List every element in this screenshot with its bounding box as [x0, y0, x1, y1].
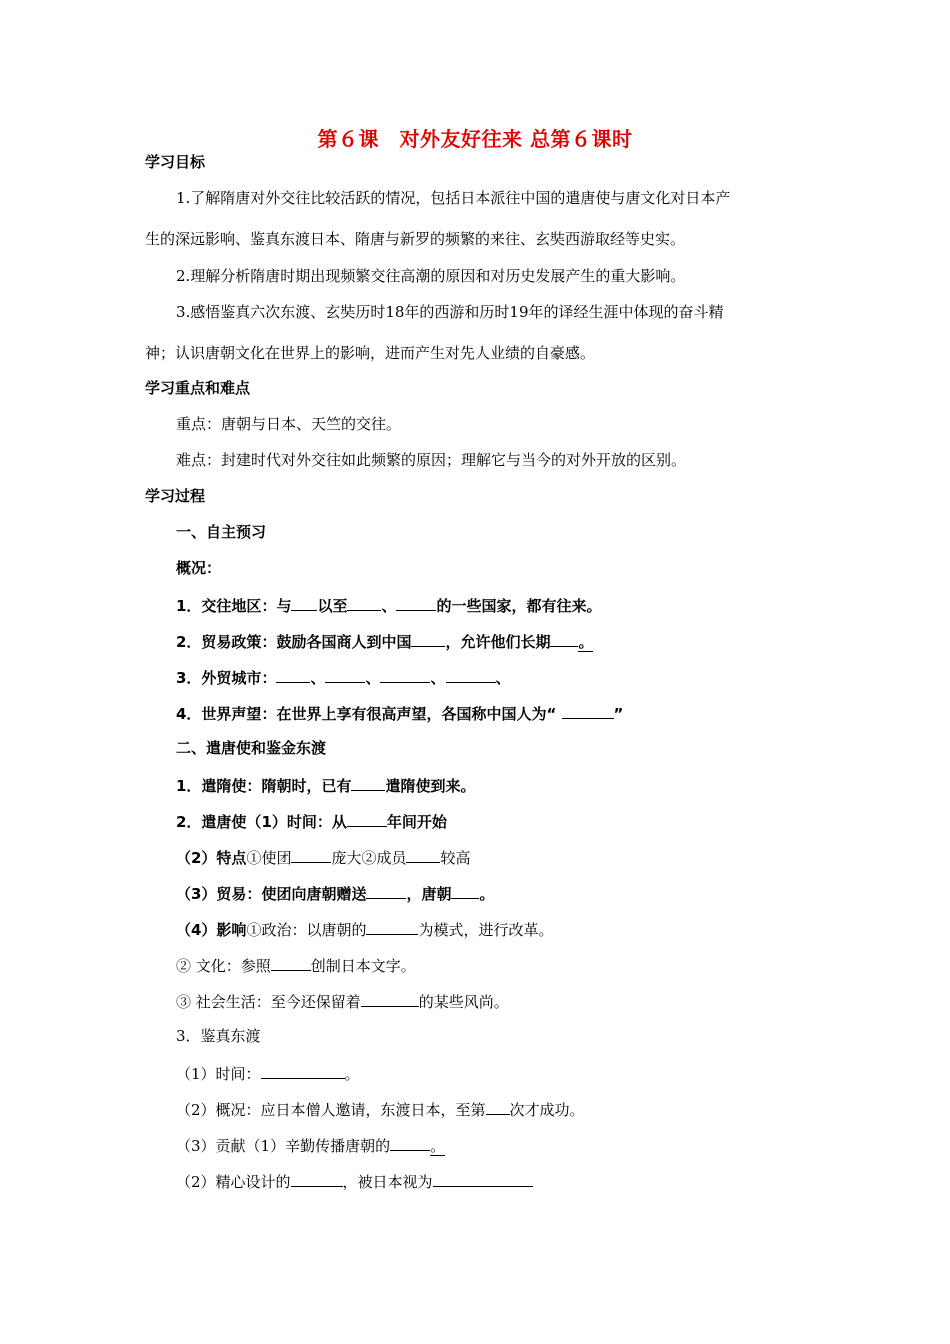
s3-3-text-a: （3）贡献（1）辛勤传播唐朝的 [176, 1137, 391, 1155]
s3-3-text-b: 。 [430, 1137, 446, 1155]
s3-4-text-b: ，被日本视为 [342, 1173, 433, 1191]
part-2-heading: 二、遣唐使和鉴金东渡 [176, 739, 327, 757]
section-3-item-1 [176, 1062, 360, 1084]
s2-2-text-c: 庞大②成员 [331, 849, 407, 867]
fill-blank[interactable] [347, 810, 387, 827]
s2-4-text-c: 为模式，进行改革。 [418, 921, 554, 939]
fill-blank[interactable] [351, 774, 385, 791]
section-2-item-4 [176, 918, 553, 940]
fill-blank[interactable] [261, 1062, 345, 1079]
q2-text-c: 。 [578, 633, 594, 651]
fill-blank[interactable] [276, 666, 310, 683]
fill-blank[interactable] [451, 882, 479, 899]
s2-5-text-b: 创制日本文字。 [310, 957, 416, 975]
fill-blank[interactable] [325, 666, 365, 683]
question-2 [176, 630, 593, 652]
q1-text-d: 的一些国家，都有往来。 [436, 597, 602, 615]
q3-text-a: 3．外贸城市： [176, 669, 277, 687]
section-2 [176, 810, 447, 832]
section-3-item-4 [176, 1170, 533, 1192]
overview-label: 概况： [176, 559, 222, 577]
fill-blank[interactable] [271, 954, 311, 971]
s2-3-text-a: （3）贸易：使团向唐朝赠送 [176, 885, 367, 903]
s2-4-text-b: ①政治：以唐朝的 [246, 921, 367, 939]
q3-sep: 、 [430, 669, 446, 687]
focus-heading: 学习重点和难点 [145, 379, 251, 397]
fill-blank[interactable] [446, 666, 496, 683]
s3-1-end: 。 [344, 1065, 360, 1083]
s1-text-a: 1．遣隋使：隋朝时，已有 [176, 777, 352, 795]
fill-blank[interactable] [366, 918, 418, 935]
q1-text-b: 以至 [317, 597, 348, 615]
s3-2-text-b: 次才成功。 [509, 1101, 585, 1119]
section-2-item-3 [176, 882, 494, 904]
fill-blank[interactable] [390, 1134, 430, 1151]
section-2-social [176, 990, 509, 1012]
s2-2-text-a: （2）特点 [176, 849, 247, 867]
q4-text-a: 4．世界声望：在世界上享有很高声望，各国称中国人为“ [176, 705, 557, 723]
fill-blank[interactable] [380, 666, 430, 683]
section-2-item-2 [176, 846, 470, 868]
s2-3-text-b: ，唐朝 [406, 885, 452, 903]
q1-text-c: 、 [381, 597, 397, 615]
fill-blank[interactable] [433, 1170, 533, 1187]
fill-blank[interactable] [562, 702, 614, 719]
q3-sep: 、 [310, 669, 326, 687]
goal-2: 2.理解分析隋唐时期出现频繁交往高潮的原因和对历史发展产生的重大影响。 [176, 267, 686, 285]
fill-blank[interactable] [550, 630, 578, 647]
s2-3-text-c: 。 [479, 885, 495, 903]
fill-blank[interactable] [347, 594, 381, 611]
question-1 [176, 594, 602, 616]
goal-1-line-1: 1.了解隋唐对外交往比较活跃的情况，包括日本派往中国的遣唐使与唐文化对日本产 [176, 189, 731, 207]
s2-2-text-b: ①使团 [246, 849, 292, 867]
s3-1-text: （1）时间： [176, 1065, 261, 1083]
s3-4-text-a: （2）精心设计的 [176, 1173, 291, 1191]
s1-text-b: 遣隋使到来。 [385, 777, 476, 795]
difficulty-text: 难点：封建时代对外交往如此频繁的原因；理解它与当今的对外开放的区别。 [176, 451, 687, 469]
section-3-item-2 [176, 1098, 585, 1120]
section-3-heading: 3．鉴真东渡 [176, 1027, 261, 1045]
question-3 [176, 666, 511, 688]
s2-4-text-a: （4）影响 [176, 921, 247, 939]
s2-6-text-b: 的某些风尚。 [418, 993, 509, 1011]
s2-text-b: 年间开始 [386, 813, 447, 831]
section-1 [176, 774, 475, 796]
fill-blank[interactable] [486, 1098, 510, 1115]
question-4 [176, 702, 623, 724]
q2-text-a: 2．贸易政策：鼓励各国商人到中国 [176, 633, 412, 651]
fill-blank[interactable] [366, 882, 406, 899]
q2-text-b: ，允许他们长期 [445, 633, 551, 651]
q3-sep: 、 [365, 669, 381, 687]
q4-text-b: ” [613, 705, 624, 723]
section-3-item-3 [176, 1134, 445, 1156]
fill-blank[interactable] [291, 1170, 343, 1187]
goals-heading: 学习目标 [145, 153, 206, 171]
focus-text: 重点：唐朝与日本、天竺的交往。 [176, 415, 402, 433]
q3-sep: 、 [495, 669, 511, 687]
s3-2-text-a: （2）概况：应日本僧人邀请，东渡日本，至第 [176, 1101, 486, 1119]
process-heading: 学习过程 [145, 487, 206, 505]
section-2-culture [176, 954, 416, 976]
part-1-heading: 一、自主预习 [176, 523, 267, 541]
goal-1-line-2: 生的深远影响、鉴真东渡日本、隋唐与新罗的频繁的来往、玄奘西游取经等史实。 [145, 230, 686, 248]
s2-5-text-a: ② 文化：参照 [176, 957, 271, 975]
fill-blank[interactable] [361, 990, 419, 1007]
goal-3-line-2: 神；认识唐朝文化在世界上的影响，进而产生对先人业绩的自豪感。 [145, 344, 596, 362]
page-title: 第６课 对外友好往来 总第６课时 [317, 127, 633, 151]
s2-text-a: 2．遣唐使（1）时间：从 [176, 813, 347, 831]
goal-3-line-1: 3.感悟鉴真六次东渡、玄奘历时18年的西游和历时19年的译经生涯中体现的奋斗精 [176, 303, 724, 321]
fill-blank[interactable] [291, 594, 317, 611]
fill-blank[interactable] [411, 630, 445, 647]
s2-2-text-d: 较高 [440, 849, 471, 867]
fill-blank[interactable] [396, 594, 436, 611]
s2-6-text-a: ③ 社会生活：至今还保留着 [176, 993, 361, 1011]
fill-blank[interactable] [291, 846, 331, 863]
q1-text-a: 1．交往地区：与 [176, 597, 292, 615]
fill-blank[interactable] [406, 846, 440, 863]
